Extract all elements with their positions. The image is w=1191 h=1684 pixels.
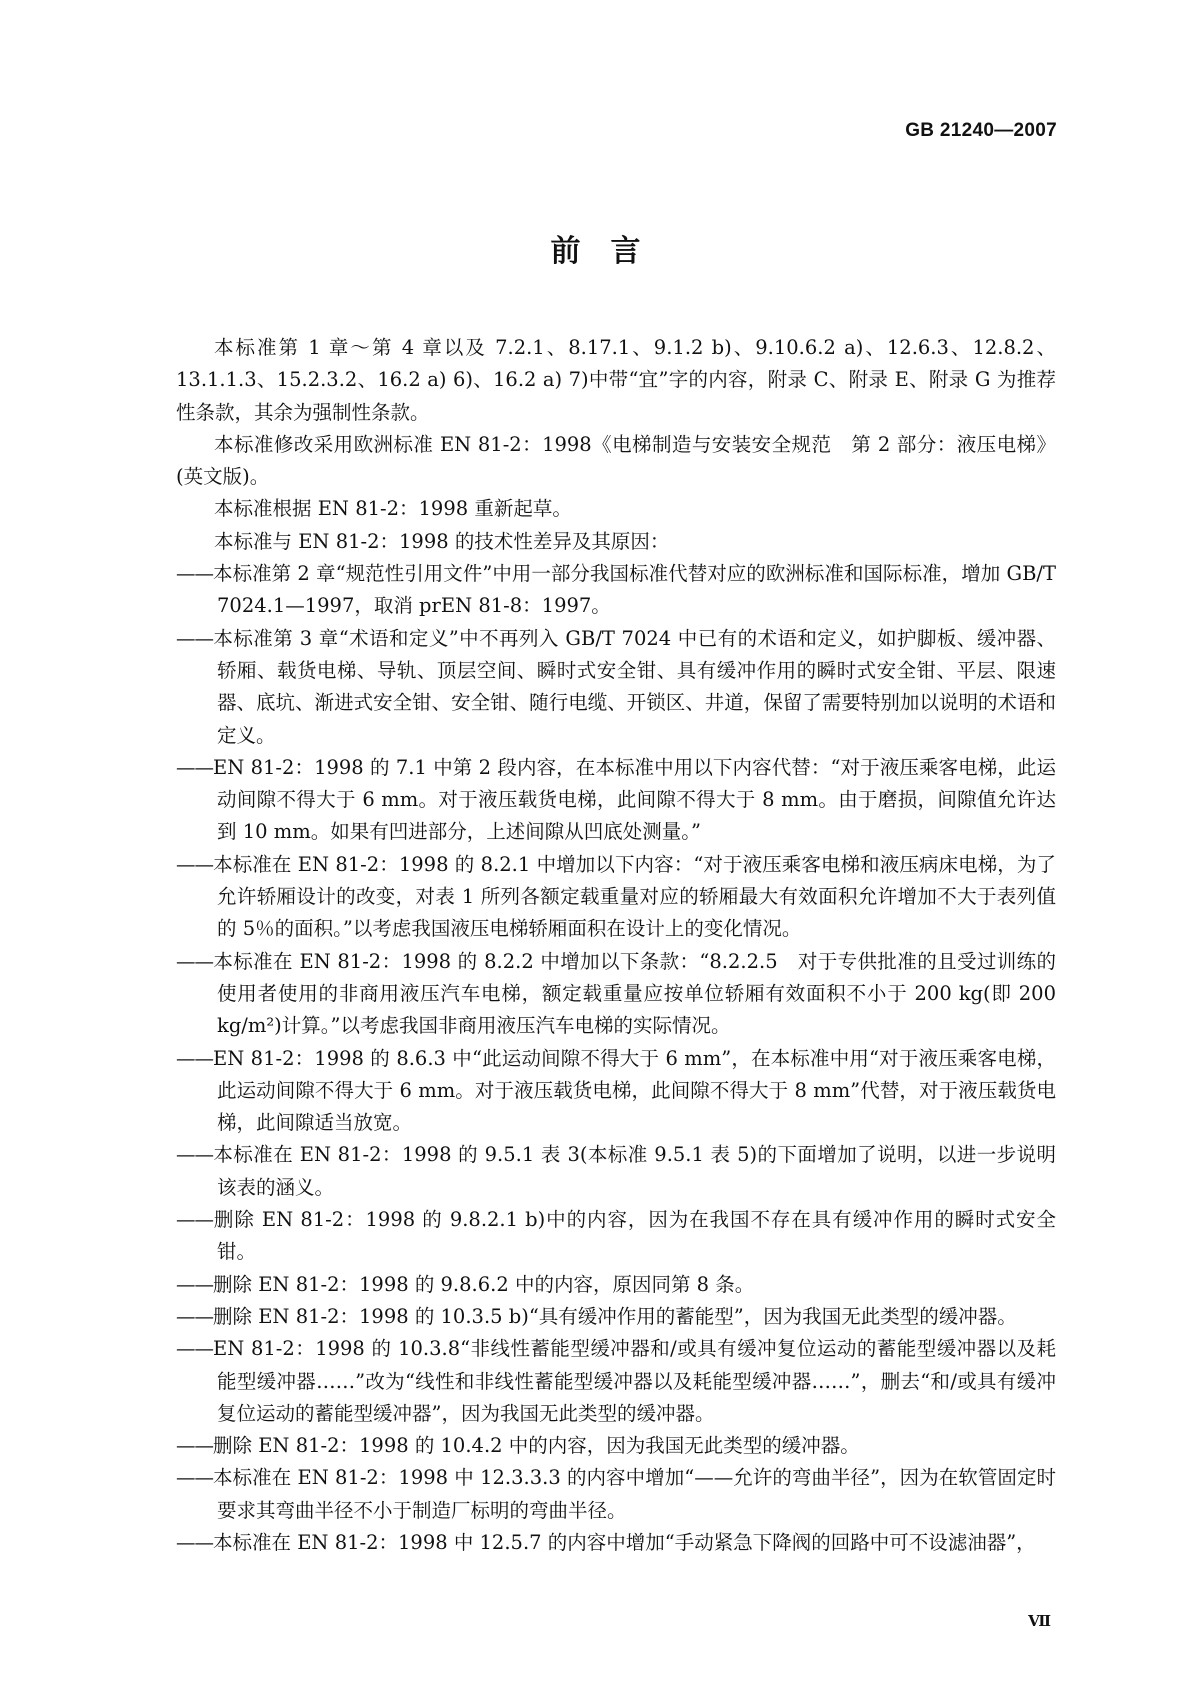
list-item-text: EN 81-2：1998 的 10.3.8“非线性蓄能型缓冲器和/或具有缓冲复位运动的蓄能型缓冲器以及耗能型缓冲器……”改为“线性和非线性蓄能型缓冲器以及耗能型缓冲器……”，删去“和/或具有缓冲复位运动的蓄能型缓冲器”，因为我国无此类型的缓冲器。 (213, 1337, 1056, 1425)
list-item-text: 删除 EN 81-2：1998 的 10.3.5 b)“具有缓冲作用的蓄能型”，因为我国无此类型的缓冲器。 (213, 1304, 1017, 1328)
list-item (176, 1204, 1056, 1269)
dash-marker: —— (176, 1434, 213, 1458)
dash-marker: —— (176, 1272, 213, 1296)
list-item-text: 本标准第 3 章“术语和定义”中不再列入 GB/T 7024 中已有的术语和定义，如护脚板、缓冲器、轿厢、载货电梯、导轨、顶层空间、瞬时式安全钳、具有缓冲作用的瞬时式安全钳、平层、限速器、底坑、渐进式安全钳、安全钳、随行电缆、开锁区、井道，保留了需要特别加以说明的术语和定义。 (213, 626, 1056, 747)
list-item-text: 本标准在 EN 81-2：1998 中 12.3.3.3 的内容中增加“——允许的弯曲半径”，因为在软管固定时要求其弯曲半径不小于制造厂标明的弯曲半径。 (213, 1466, 1056, 1522)
page-number: Ⅶ (1028, 1612, 1051, 1630)
list-item-text: 删除 EN 81-2：1998 的 9.8.6.2 中的内容，原因同第 8 条。 (213, 1272, 755, 1296)
list-item (176, 1139, 1056, 1204)
list-item (176, 752, 1056, 849)
dash-marker: —— (176, 1466, 213, 1490)
list-item (176, 946, 1056, 1043)
list-item-text: 删除 EN 81-2：1998 的 9.8.2.1 b)中的内容，因为在我国不存在具有缓冲作用的瞬时式安全钳。 (213, 1208, 1056, 1264)
list-item (176, 1430, 1056, 1462)
paragraph-redrafted: 本标准根据 EN 81-2：1998 重新起草。 (214, 497, 572, 521)
dash-marker: —— (176, 1337, 213, 1361)
list-item-text: 本标准在 EN 81-2：1998 中 12.5.7 的内容中增加“手动紧急下降阀的回路中可不设滤油器”， (213, 1530, 1036, 1554)
page-title: 前 言 (550, 234, 641, 269)
document-body (176, 332, 1056, 1559)
list-item-text: 本标准在 EN 81-2：1998 的 9.5.1 表 3(本标准 9.5.1 表 5)的下面增加了说明，以进一步说明该表的涵义。 (213, 1143, 1056, 1199)
list-item (176, 1333, 1056, 1430)
list-item (176, 1043, 1056, 1140)
dash-marker: —— (176, 852, 213, 876)
list-item-text: 本标准在 EN 81-2：1998 的 8.2.2 中增加以下条款：“8.2.2.5 对于专供批准的且受过训练的使用者使用的非商用液压汽车电梯，额定载重量应按单位轿厢有效面积不小于 200 kg(即 200 kg/m²)计算。”以考虑我国非商用液压汽车电梯的实际情况。 (213, 949, 1056, 1038)
list-item (176, 1462, 1056, 1527)
list-item (176, 623, 1056, 752)
dash-marker: —— (176, 949, 213, 973)
dash-marker: —— (176, 755, 213, 779)
dash-marker: —— (176, 1143, 213, 1167)
paragraph-adoption: 本标准修改采用欧洲标准 EN 81-2：1998《电梯制造与安装安全规范 第 2 部分：液压电梯》(英文版)。 (176, 432, 1056, 489)
list-item (176, 1301, 1056, 1333)
list-item (176, 1269, 1056, 1301)
dash-marker: —— (176, 1530, 213, 1554)
dash-marker: —— (176, 1208, 213, 1232)
paragraph-scope: 本标准第 1 章～第 4 章以及 7.2.1、8.17.1、9.1.2 b)、9.10.6.2 a)、12.6.3、12.8.2、13.1.1.3、15.2.3.2、16.2 a) 6)、16.2 a) 7)中带“宜”字的内容，附录 C、附录 E、附录 G 为推荐性条款，其余为强制性条款。 (176, 336, 1056, 424)
paragraph-differences-intro: 本标准与 EN 81-2：1998 的技术性差异及其原因： (214, 529, 670, 553)
list-item-text: 本标准在 EN 81-2：1998 的 8.2.1 中增加以下内容：“对于液压乘客电梯和液压病床电梯，为了允许轿厢设计的改变，对表 1 所列各额定载重量对应的轿厢最大有效面积允许增加不大于表列值的 5％的面积。”以考虑我国液压电梯轿厢面积在设计上的变化情况。 (213, 852, 1056, 941)
list-item (176, 558, 1056, 623)
list-item-text: 删除 EN 81-2：1998 的 10.4.2 中的内容，因为我国无此类型的缓冲器。 (213, 1434, 860, 1458)
list-item-text: EN 81-2：1998 的 7.1 中第 2 段内容，在本标准中用以下内容代替：“对于液压乘客电梯，此运动间隙不得大于 6 mm。对于液压载货电梯，此间隙不得大于 8 mm。由于磨损，间隙值允许达到 10 mm。如果有凹进部分，上述间隙从凹底处测量。” (213, 755, 1056, 844)
dash-marker: —— (176, 1304, 213, 1328)
dash-marker: —— (176, 626, 213, 650)
list-item (176, 849, 1056, 946)
list-item (176, 1527, 1056, 1559)
list-item-text: EN 81-2：1998 的 8.6.3 中“此运动间隙不得大于 6 mm”，在本标准中用“对于液压乘客电梯，此运动间隙不得大于 6 mm。对于液压载货电梯，此间隙不得大于 8 mm”代替，对于液压载货电梯，此间隙适当放宽。 (213, 1046, 1056, 1135)
standard-code: GB 21240—2007 (905, 120, 1057, 141)
dash-marker: —— (176, 562, 213, 586)
list-item-text: 本标准第 2 章“规范性引用文件”中用一部分我国标准代替对应的欧洲标准和国际标准，增加 GB/T 7024.1—1997，取消 prEN 81-8：1997。 (213, 562, 1056, 618)
dash-marker: —— (176, 1046, 213, 1070)
